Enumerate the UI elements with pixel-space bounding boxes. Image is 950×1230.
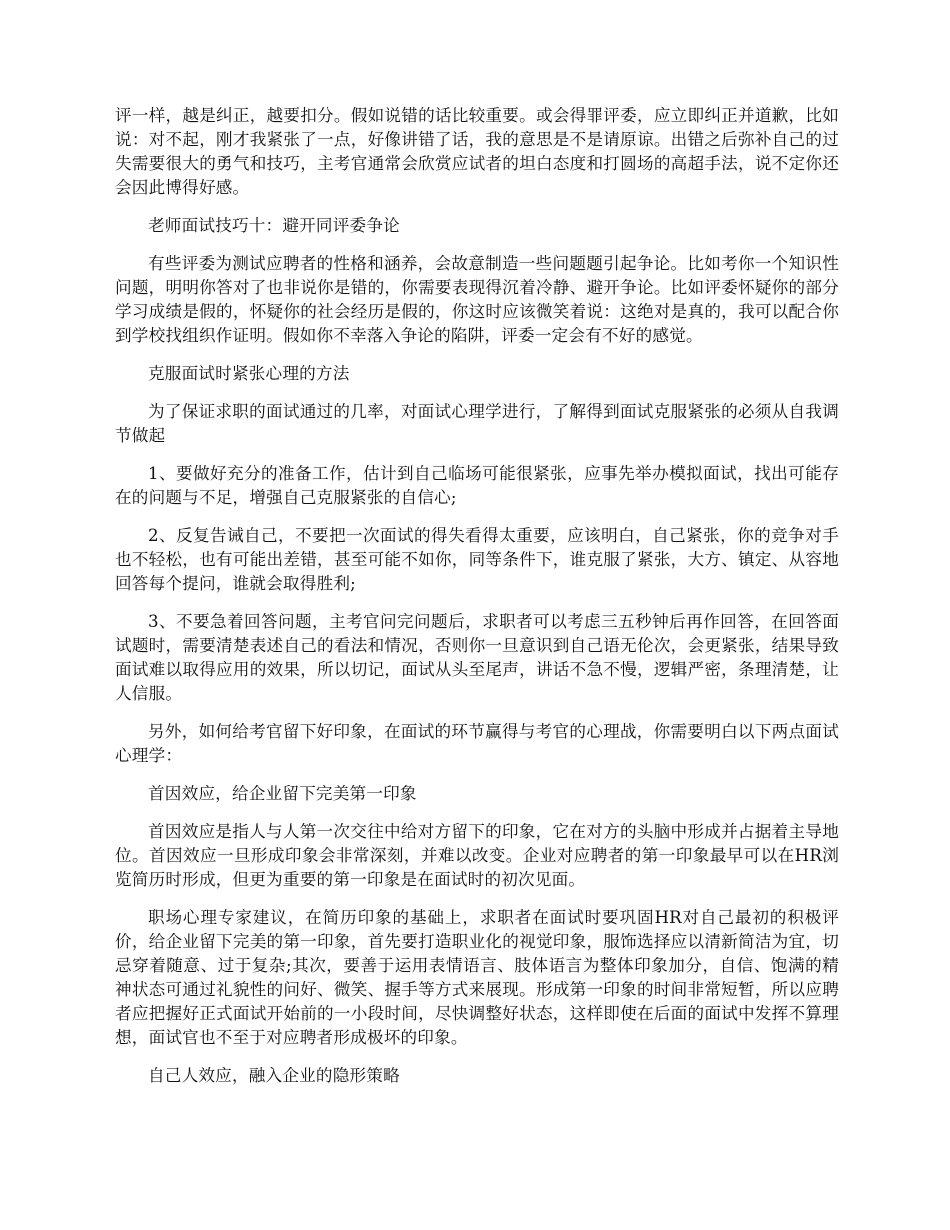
section-heading-overcome-nervousness: 克服面试时紧张心理的方法 xyxy=(148,364,350,383)
paragraph-point-1: 1、要做好充分的准备工作，估计到自己临场可能很紧张，应事先举办模拟面试，找出可能存在的问题与不足，增强自己克服紧张的自信心; xyxy=(115,464,839,507)
paragraph-primacy-effect: 首因效应是指人与人第一次交往中给对方留下的印象，它在对方的头脑中形成并占据着主导地位。首因效应一旦形成印象会非常深刻，并难以改变。企业对应聘者的第一印象最早可以在HR浏览简历时形成，但更为重要的第一印象是在面试时的初次见面。 xyxy=(115,822,839,889)
paragraph-point-3: 3、不要急着回答问题，主考官问完问题后，求职者可以考虑三五秒钟后再作回答，在回答面试题时，需要清楚表述自己的看法和情况，否则你一旦意识到自己语无伦次，会更紧张，结果导致面试难以取得应用的效果，所以切记，面试从头至尾声，讲话不急不慢，逻辑严密，条理清楚，让人信服。 xyxy=(115,612,839,703)
paragraph-expert-advice: 职场心理专家建议，在简历印象的基础上，求职者在面试时要巩固HR对自己最初的积极评价，给企业留下完美的第一印象，首先要打造职业化的视觉印象，服饰选择应以清新简洁为宜，切忌穿着随意、过于复杂;其次，要善于运用表情语言、肢体语言为整体印象加分，自信、饱满的精神状态可通过礼貌性的问好、微笑、握手等方式来展现。形成第一印象的时间非常短暂，所以应聘者应把握好正式面试开始前的一小段时间，尽快调整好状态，这样即使在后面的面试中发挥不算理想，面试官也不至于对应聘者形成极坏的印象。 xyxy=(115,908,839,1047)
section-heading-in-group-effect: 自己人效应，融入企业的隐形策略 xyxy=(148,1066,400,1085)
section-heading-primacy-effect: 首因效应，给企业留下完美第一印象 xyxy=(148,784,417,803)
document-page xyxy=(115,104,839,1102)
section-heading-tip-ten: 老师面试技巧十：避开同评委争论 xyxy=(148,216,400,235)
paragraph-continuation: 评一样，越是纠正，越要扣分。假如说错的话比较重要。或会得罪评委，应立即纠正并道歉，比如说：对不起，刚才我紧张了一点，好像讲错了话，我的意思是不是请原谅。出错之后弥补自己的过失需要很大的勇气和技巧，主考官通常会欣赏应试者的坦白态度和打圆场的高超手法，说不定你还会因此博得好感。 xyxy=(115,106,839,197)
paragraph-self-adjust: 为了保证求职的面试通过的几率，对面试心理学进行，了解得到面试克服紧张的必须从自我调节做起 xyxy=(115,402,839,445)
paragraph-additional: 另外，如何给考官留下好印象，在面试的环节赢得与考官的心理战，你需要明白以下两点面试心理学： xyxy=(115,722,839,765)
paragraph-avoid-argument: 有些评委为测试应聘者的性格和涵养，会故意制造一些问题题引起争论。比如考你一个知识性问题，明明你答对了也非说你是错的，你需要表现得沉着冷静、避开争论。比如评委怀疑你的部分学习成绩是假的，怀疑你的社会经历是假的，你这时应该微笑着说：这绝对是真的，我可以配合你到学校找组织作证明。假如你不幸落入争论的陷阱，评委一定会有不好的感觉。 xyxy=(115,254,839,345)
paragraph-point-2: 2、反复告诫自己，不要把一次面试的得失看得太重要，应该明白，自己紧张，你的竞争对手也不轻松，也有可能出差错，甚至可能不如你，同等条件下，谁克服了紧张，大方、镇定、从容地回答每个提问，谁就会取得胜利; xyxy=(115,526,839,593)
